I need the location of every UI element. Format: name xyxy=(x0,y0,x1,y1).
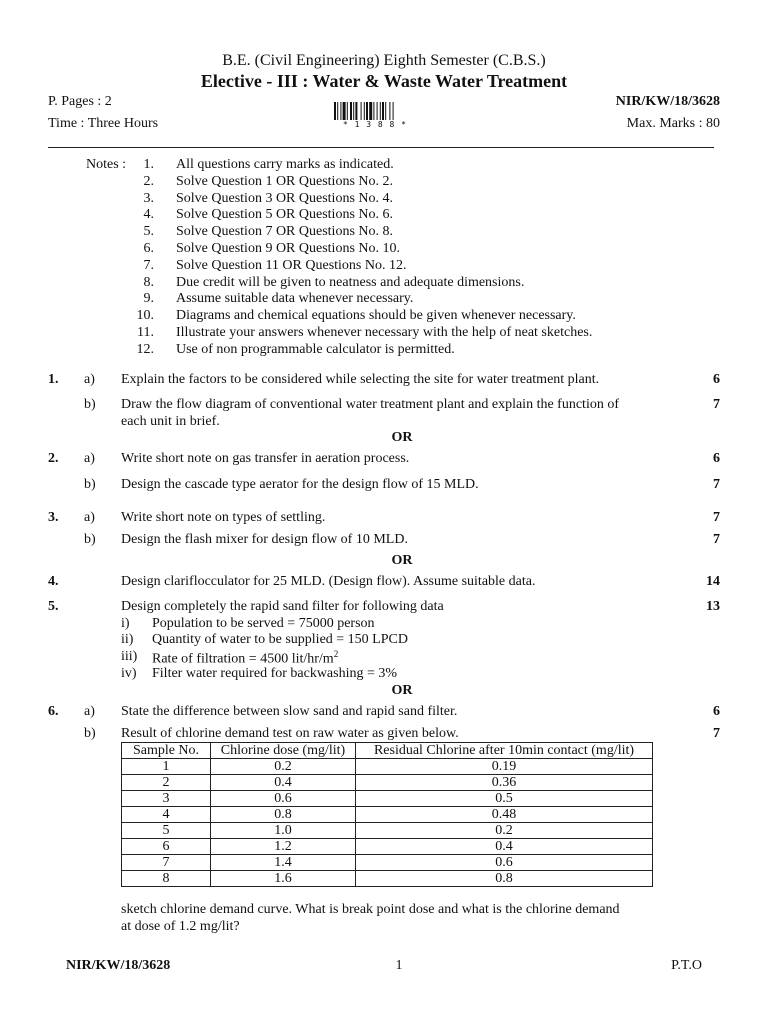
question-number: 6. xyxy=(48,704,59,719)
note-number: 4. xyxy=(143,207,154,222)
table-cell: 0.8 xyxy=(211,807,356,823)
question-part-label: a) xyxy=(84,372,95,387)
barcode xyxy=(334,102,416,130)
data-item-label: iii) xyxy=(121,649,138,664)
note-text: Solve Question 9 OR Questions No. 10. xyxy=(176,241,400,256)
table-cell: 6 xyxy=(122,839,211,855)
exam-time: Time : Three Hours xyxy=(48,116,159,131)
question-number: 2. xyxy=(48,451,59,466)
table-row xyxy=(122,823,653,839)
note-number: 6. xyxy=(143,241,154,256)
table-header-row xyxy=(122,743,653,759)
table-cell: 1 xyxy=(122,759,211,775)
note-text: Solve Question 11 OR Questions No. 12. xyxy=(176,258,407,273)
barcode-bar xyxy=(353,102,354,120)
note-number: 8. xyxy=(143,275,154,290)
data-item-text: Filter water required for backwashing = 3% xyxy=(152,666,398,681)
question-text: Design the cascade type aerator for the design flow of 15 MLD. xyxy=(121,477,479,492)
barcode-bar xyxy=(393,102,394,120)
table-cell: 0.4 xyxy=(211,775,356,791)
barcode-bars xyxy=(334,102,416,120)
barcode-bar xyxy=(385,102,386,120)
table-cell: 7 xyxy=(122,855,211,871)
table-cell: 4 xyxy=(122,807,211,823)
table-cell: 1.6 xyxy=(211,871,356,887)
barcode-bar xyxy=(337,102,338,120)
question-text: Explain the factors to be considered while selecting the site for water treatment plant. xyxy=(121,372,600,387)
note-number: 3. xyxy=(143,191,154,206)
page-count: P. Pages : 2 xyxy=(48,94,112,109)
barcode-bar xyxy=(343,102,346,120)
question-part-label: a) xyxy=(84,451,95,466)
note-text: Due credit will be given to neatness and adequate dimensions. xyxy=(176,275,525,290)
question-number: 5. xyxy=(48,599,59,614)
note-number: 2. xyxy=(143,174,154,189)
barcode-bar xyxy=(389,102,390,120)
note-number: 7. xyxy=(143,258,154,273)
question-text: Draw the flow diagram of conventional water treatment plant and explain the function of xyxy=(121,397,619,412)
question-part-label: b) xyxy=(84,726,96,741)
or-separator: OR xyxy=(391,430,413,445)
question-number: 1. xyxy=(48,372,59,387)
note-text: Solve Question 5 OR Questions No. 6. xyxy=(176,207,393,222)
or-separator: OR xyxy=(391,553,413,568)
column-header: Sample No. xyxy=(122,743,211,759)
max-marks: Max. Marks : 80 xyxy=(626,116,720,131)
question-marks: 7 xyxy=(713,510,720,525)
barcode-bar xyxy=(361,102,362,120)
barcode-bar xyxy=(369,102,372,120)
course-title: B.E. (Civil Engineering) Eighth Semester (C.B.S.) xyxy=(222,52,546,69)
table-cell: 0.5 xyxy=(356,791,653,807)
table-cell: 0.2 xyxy=(356,823,653,839)
page-number: 1 xyxy=(395,958,403,973)
question-marks: 7 xyxy=(713,477,720,492)
question-marks: 7 xyxy=(713,726,720,741)
note-text: Solve Question 1 OR Questions No. 2. xyxy=(176,174,393,189)
question-part-label: b) xyxy=(84,477,96,492)
subject-title: Elective - III : Water & Waste Water Treatment xyxy=(200,71,568,91)
question-marks: 14 xyxy=(706,574,720,589)
table-cell: 0.19 xyxy=(356,759,653,775)
note-text: Diagrams and chemical equations should be given whenever necessary. xyxy=(176,308,576,323)
note-text: Use of non programmable calculator is permitted. xyxy=(176,342,455,357)
table-cell: 0.2 xyxy=(211,759,356,775)
question-marks: 7 xyxy=(713,532,720,547)
or-separator: OR xyxy=(391,683,413,698)
table-cell: 0.4 xyxy=(356,839,653,855)
question-part-label: b) xyxy=(84,397,96,412)
table-row xyxy=(122,807,653,823)
table-row xyxy=(122,839,653,855)
question-marks: 7 xyxy=(713,397,720,412)
barcode-bar xyxy=(366,102,368,120)
barcode-bar xyxy=(380,102,381,120)
note-number: 1. xyxy=(143,157,154,172)
question-text: Design the flash mixer for design flow of 10 MLD. xyxy=(121,532,408,547)
table-row xyxy=(122,775,653,791)
barcode-bar xyxy=(373,102,374,120)
data-item-text: Quantity of water to be supplied = 150 LPCD xyxy=(152,632,408,647)
table-row xyxy=(122,871,653,887)
barcode-bar xyxy=(340,102,341,120)
question-text: Result of chlorine demand test on raw water as given below. xyxy=(121,726,459,741)
question-text-continued: each unit in brief. xyxy=(121,414,220,429)
chlorine-demand-table xyxy=(121,742,653,887)
barcode-bar xyxy=(377,102,378,120)
question-marks: 6 xyxy=(713,451,720,466)
column-header: Chlorine dose (mg/lit) xyxy=(211,743,356,759)
data-item-text: Population to be served = 75000 person xyxy=(152,616,375,631)
question-part-label: a) xyxy=(84,704,95,719)
question-text: Write short note on gas transfer in aeration process. xyxy=(121,451,410,466)
table-cell: 1.2 xyxy=(211,839,356,855)
table-row xyxy=(122,791,653,807)
note-text: Illustrate your answers whenever necessary with the help of neat sketches. xyxy=(176,325,593,340)
note-text: Solve Question 3 OR Questions No. 4. xyxy=(176,191,393,206)
question-text: Design completely the rapid sand filter for following data xyxy=(121,599,444,614)
question-part-label: b) xyxy=(84,532,96,547)
table-row xyxy=(122,855,653,871)
header-divider xyxy=(48,147,714,148)
table-cell: 5 xyxy=(122,823,211,839)
note-number: 12. xyxy=(136,342,154,357)
note-number: 5. xyxy=(143,224,154,239)
table-body xyxy=(122,759,653,887)
barcode-bar xyxy=(334,102,336,120)
table-cell: 1.0 xyxy=(211,823,356,839)
question-marks: 6 xyxy=(713,372,720,387)
note-number: 10. xyxy=(136,308,154,323)
table-cell: 1.4 xyxy=(211,855,356,871)
note-text: All questions carry marks as indicated. xyxy=(176,157,394,172)
question-text: State the difference between slow sand and rapid sand filter. xyxy=(121,704,458,719)
note-text: Assume suitable data whenever necessary. xyxy=(176,291,414,306)
question-number: 4. xyxy=(48,574,59,589)
note-number: 11. xyxy=(137,325,154,340)
barcode-bar xyxy=(364,102,365,120)
footer-paper-code: NIR/KW/18/3628 xyxy=(66,958,171,973)
note-text: Solve Question 7 OR Questions No. 8. xyxy=(176,224,393,239)
data-item-label: iv) xyxy=(121,666,137,681)
table-cell: 0.6 xyxy=(356,855,653,871)
question-part-label: a) xyxy=(84,510,95,525)
data-item-text: Rate of filtration = 4500 lit/$hr/m^2$ xyxy=(152,649,339,667)
question-marks: 6 xyxy=(713,704,720,719)
table-cell: 0.6 xyxy=(211,791,356,807)
barcode-bar xyxy=(350,102,352,120)
column-header: Residual Chlorine after 10min contact (mg/lit) xyxy=(356,743,653,759)
note-number: 9. xyxy=(143,291,154,306)
paper-code: NIR/KW/18/3628 xyxy=(615,94,720,109)
barcode-number: * 1 3 8 8 * xyxy=(343,120,407,129)
page-turn-over: P.T.O xyxy=(671,958,702,973)
table-cell: 8 xyxy=(122,871,211,887)
table-cell: 0.36 xyxy=(356,775,653,791)
question-text: Write short note on types of settling. xyxy=(121,510,326,525)
barcode-bar xyxy=(347,102,348,120)
table-cell: 3 xyxy=(122,791,211,807)
table-cell: 0.8 xyxy=(356,871,653,887)
barcode-bar xyxy=(355,102,357,120)
question-text: sketch chlorine demand curve. What is break point dose and what is the chlorine demand xyxy=(121,902,620,917)
table-row xyxy=(122,759,653,775)
question-marks: 13 xyxy=(706,599,720,614)
table-cell: 2 xyxy=(122,775,211,791)
question-number: 3. xyxy=(48,510,59,525)
table-cell: 0.48 xyxy=(356,807,653,823)
question-text-continued: at dose of 1.2 mg/lit? xyxy=(121,919,240,934)
question-text: Design clariflocculator for 25 MLD. (Design flow). Assume suitable data. xyxy=(121,574,536,589)
notes-label: Notes : xyxy=(86,157,127,172)
barcode-bar xyxy=(382,102,384,120)
data-item-label: i) xyxy=(121,616,130,631)
data-item-label: ii) xyxy=(121,632,134,647)
